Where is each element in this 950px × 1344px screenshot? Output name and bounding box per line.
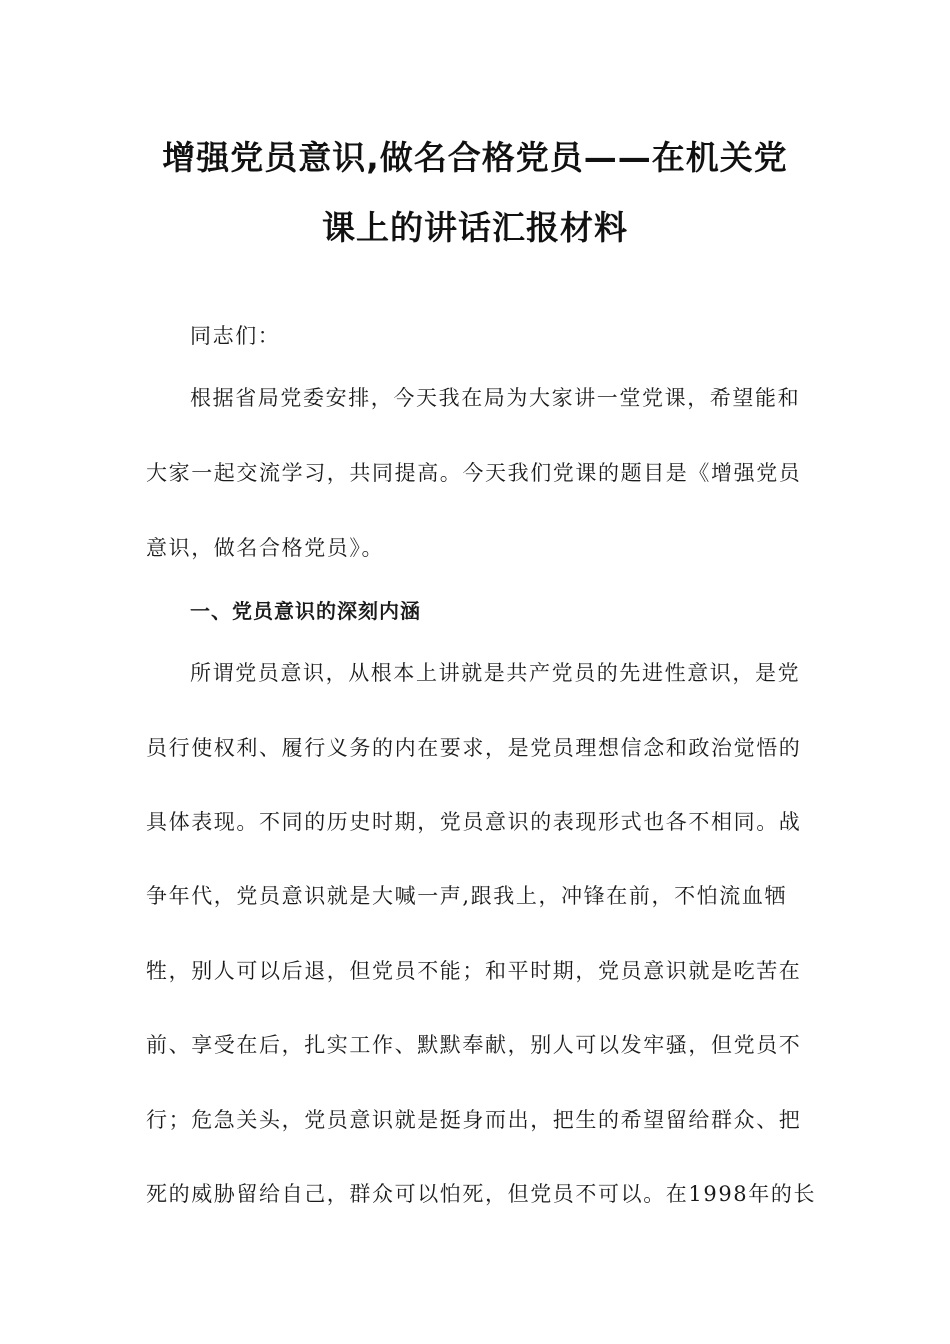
intro-line: 根据省局党委安排，今天我在局为大家讲一堂党课，希望能和	[190, 386, 801, 410]
document-title-line-2: 课上的讲话汇报材料	[322, 208, 628, 247]
intro-line: 意识，做名合格党员》。	[146, 536, 385, 560]
body-line: 具体表现。不同的历史时期，党员意识的表现形式也各不相同。战	[146, 810, 802, 834]
body-line: 死的威胁留给自己，群众可以怕死，但党员不可以。在1998年的长	[146, 1182, 817, 1206]
body-line: 行；危急关头，党员意识就是挺身而出，把生的希望留给群众、把	[146, 1108, 802, 1132]
salutation: 同志们：	[190, 324, 281, 348]
document-title-line-1: 增强党员意识,做名合格党员——在机关党	[162, 138, 788, 177]
body-line: 牲，别人可以后退，但党员不能；和平时期，党员意识就是吃苦在	[146, 959, 802, 983]
body-line: 所谓党员意识，从根本上讲就是共产党员的先进性意识，是党	[190, 661, 801, 685]
section-heading: 一、党员意识的深刻内涵	[190, 599, 421, 623]
body-line: 前、享受在后，扎实工作、默默奉献，别人可以发牢骚，但党员不	[146, 1033, 802, 1057]
intro-line: 大家一起交流学习，共同提高。今天我们党课的题目是《增强党员	[146, 461, 802, 485]
body-line: 争年代，党员意识就是大喊一声,跟我上，冲锋在前，不怕流血牺	[146, 884, 788, 908]
body-line: 员行使权利、履行义务的内在要求，是党员理想信念和政治觉悟的	[146, 736, 802, 760]
